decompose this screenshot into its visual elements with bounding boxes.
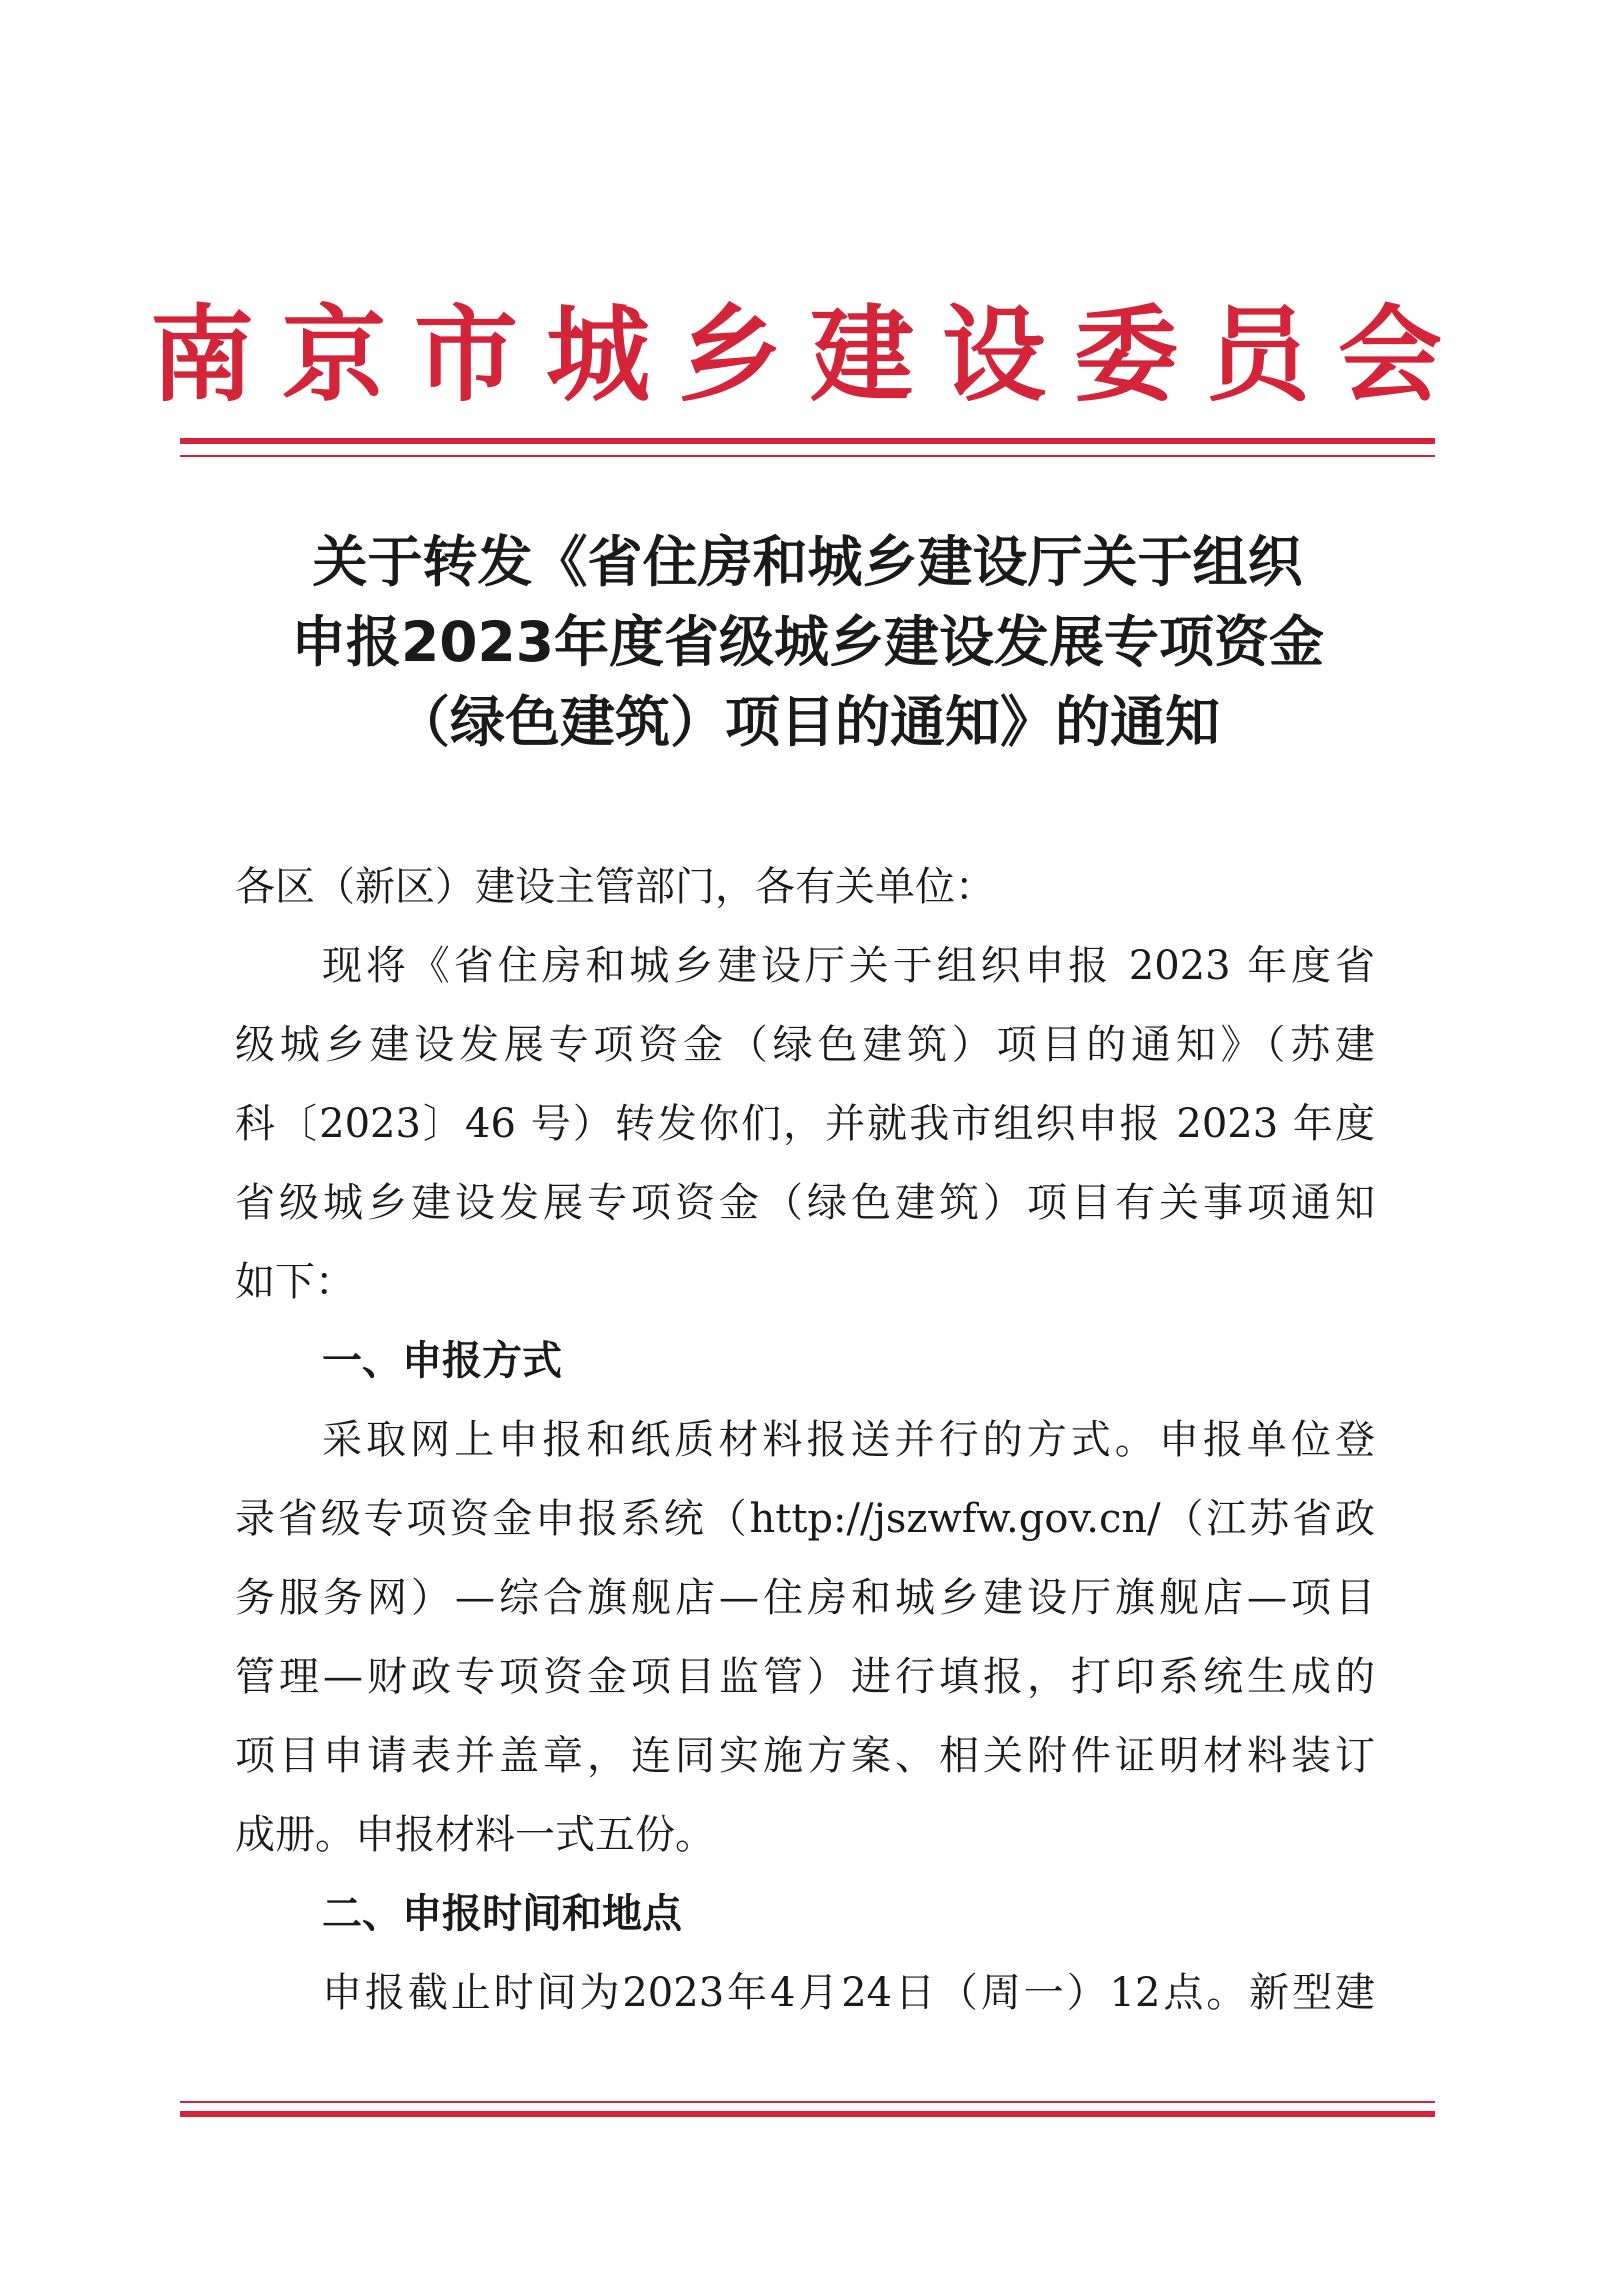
section-heading: 一、申报方式: [322, 1338, 562, 1384]
header-divider-thin: [180, 455, 1435, 457]
issuing-organization-title: 南京市城乡建设委员会: [150, 293, 1471, 416]
section-heading: 二、申报时间和地点: [322, 1891, 682, 1937]
document-title: [180, 522, 1435, 762]
paragraph-line: 录省级专项资金申报系统（http://jszwfw.gov.cn/（江苏省政: [235, 1496, 1375, 1542]
document-title-line: 关于转发《省住房和城乡建设厅关于组织: [312, 530, 1303, 594]
footer-divider-thin: [180, 2101, 1435, 2103]
paragraph-line: 省级城乡建设发展专项资金（绿色建筑）项目有关事项通知: [235, 1180, 1375, 1226]
paragraph-line: 如下：: [235, 1259, 355, 1305]
paragraph-line: 现将《省住房和城乡建设厅关于组织申报 2023 年度省: [322, 943, 1375, 989]
document-title-line: 申报2023年度省级城乡建设发展专项资金: [290, 610, 1325, 674]
salutation: 各区（新区）建设主管部门，各有关单位：: [235, 864, 995, 910]
paragraph-line: 管理—财政专项资金项目监管）进行填报，打印系统生成的: [235, 1654, 1375, 1700]
paragraph-line: 务服务网）—综合旗舰店—住房和城乡建设厅旗舰店—项目: [235, 1575, 1375, 1621]
document-body: [235, 848, 1375, 2033]
footer-divider-thick: [180, 2111, 1435, 2117]
paragraph-line: 成册。申报材料一式五份。: [235, 1812, 715, 1858]
header-divider-thick: [180, 438, 1435, 444]
document-title-line: （绿色建筑）项目的通知》的通知: [394, 690, 1220, 754]
paragraph-line: 级城乡建设发展专项资金（绿色建筑）项目的通知》（苏建: [235, 1022, 1375, 1068]
paragraph-line: 项目申请表并盖章，连同实施方案、相关附件证明材料装订: [235, 1733, 1375, 1779]
paragraph-line: 申报截止时间为2023年4月24日（周一）12点。新型建: [322, 1970, 1375, 2016]
paragraph-line: 采取网上申报和纸质材料报送并行的方式。申报单位登: [322, 1417, 1375, 1463]
paragraph-line: 科〔2023〕46 号）转发你们，并就我市组织申报 2023 年度: [235, 1101, 1375, 1147]
